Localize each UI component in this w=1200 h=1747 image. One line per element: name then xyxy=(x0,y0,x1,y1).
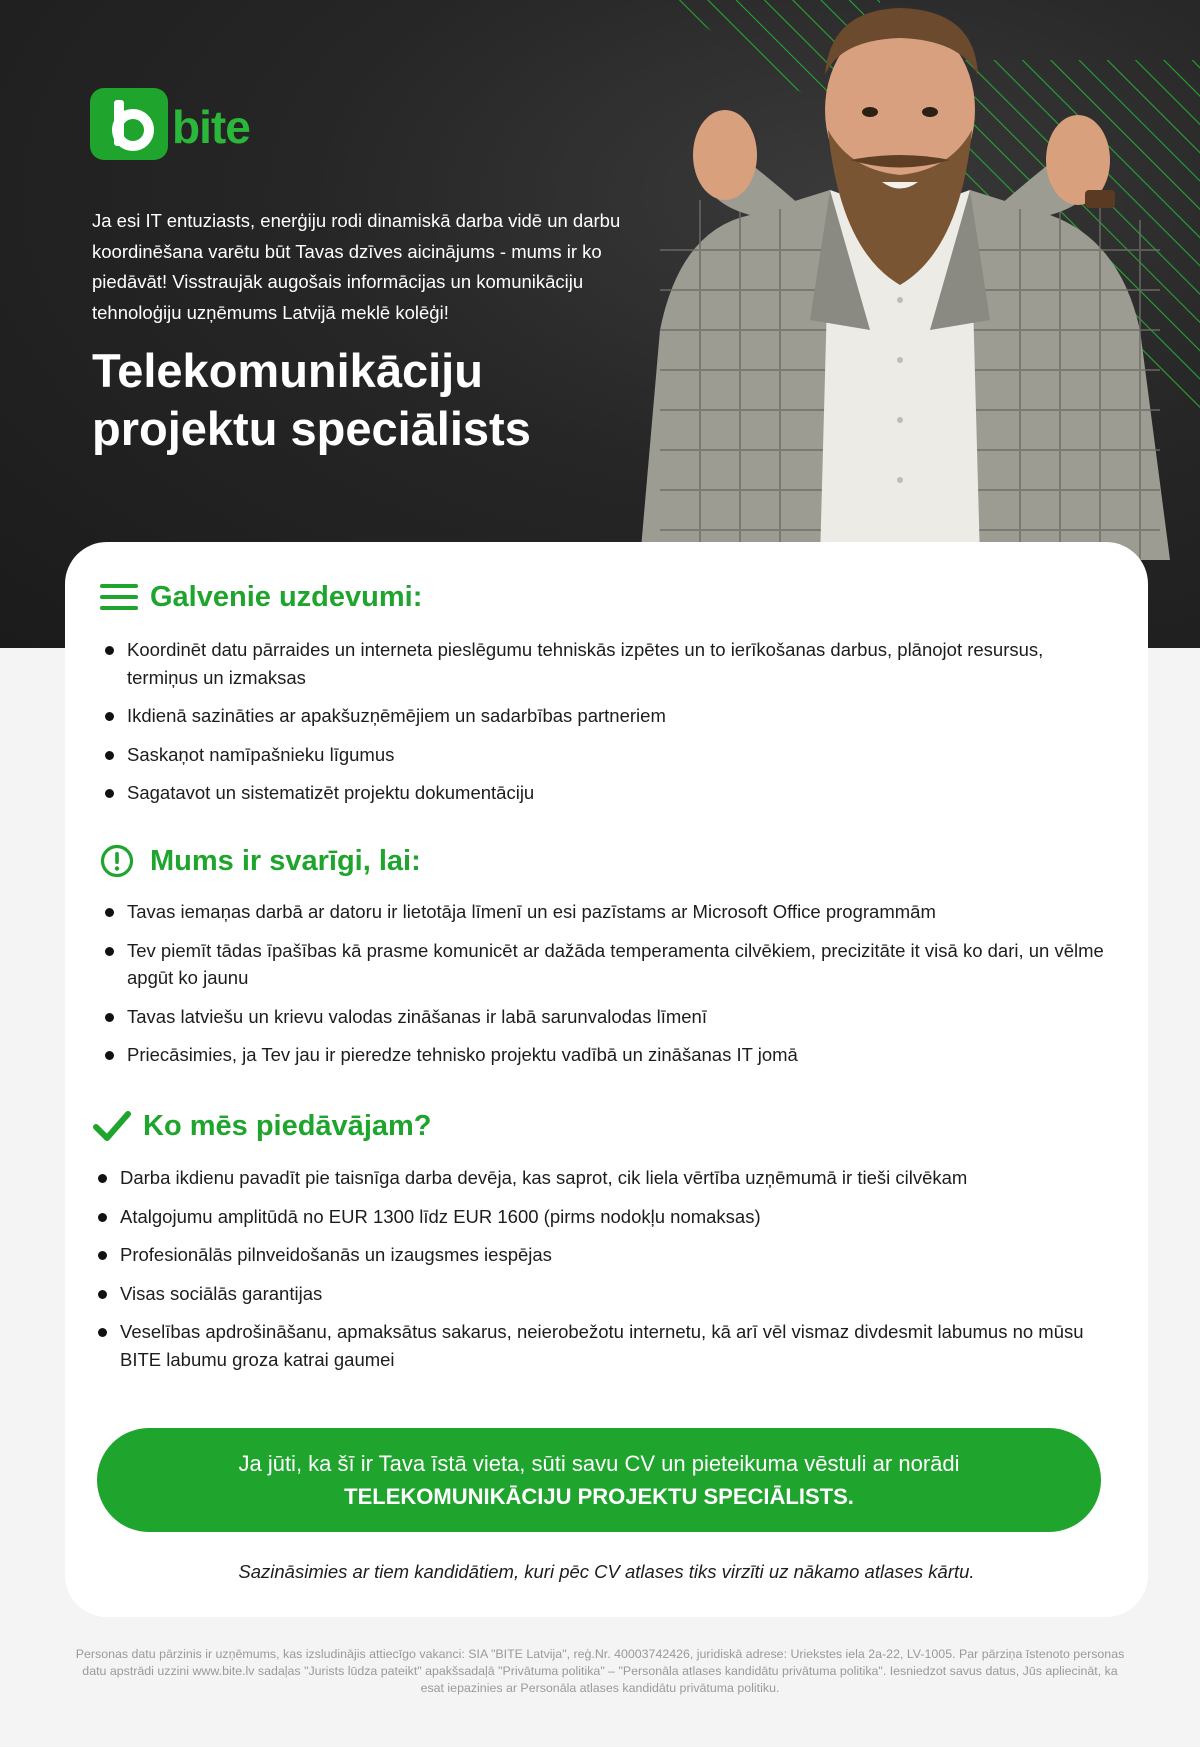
requirements-list xyxy=(105,898,1105,1080)
tasks-list xyxy=(105,636,1105,818)
tasks-section-header xyxy=(100,580,422,614)
list-item: Tev piemīt tādas īpašības kā prasme komunicēt ar dažāda temperamenta cilvēkiem, precizitāte it visā ko dari, un vēlme apgūt ko jaunu xyxy=(105,937,1105,992)
privacy-footer: Personas datu pārzinis ir uzņēmums, kas izsludinājis attiecīgo vakanci: SIA "BITE Latvija", reģ.Nr. 40003742426, juridiskā adrese: Uriekstes iela 2a-22, LV-1005. Par pārziņa īstenoto personas datu apstrādi uzzini www.bite.lv sadaļas "Jurists lūdza pateikt" apakšsadaļā "Privātuma politika" – "Personāla atlases kandidātu privātuma politika". Iesniedzot savus datus, Jūs apliecināt, ka esat iepazinies ar Personāla atlases kandidātu privātuma politiku. xyxy=(75,1647,1125,1695)
list-item: Darba ikdienu pavadīt pie taisnīga darba devēja, kas saprot, cik liela vērtība uzņēmumā ir tieši cilvēkam xyxy=(98,1164,1098,1192)
list-item: Ikdienā sazināties ar apakšuzņēmējiem un sadarbības partneriem xyxy=(105,702,1105,730)
list-item: Koordinēt datu pārraides un interneta pieslēgumu tehniskās izpētes un to ierīkošanas darbus, plānojot resursus, termiņus un izmaksas xyxy=(105,636,1105,691)
list-item: Atalgojumu amplitūdā no EUR 1300 līdz EUR 1600 (pirms nodokļu nomaksas) xyxy=(98,1203,1098,1231)
menu-lines-icon xyxy=(100,580,142,614)
cta-text: Ja jūti, ka šī ir Tava īstā vieta, sūti savu CV un pieteikuma vēstuli ar norādi xyxy=(238,1451,960,1476)
list-item: Sagatavot un sistematizēt projektu dokumentāciju xyxy=(105,779,1105,807)
job-title-line1: Telekomunikāciju xyxy=(92,344,483,397)
cta-position-reference: TELEKOMUNIKĀCIJU PROJEKTU SPECIĀLISTS. xyxy=(344,1484,854,1509)
vacancy-card xyxy=(65,542,1148,1617)
selection-note: Sazināsimies ar tiem kandidātiem, kuri pēc CV atlases tiks virzīti uz nākamo atlases kārtu. xyxy=(238,1561,975,1582)
bite-logo-wordmark: bite xyxy=(172,101,250,153)
list-item: Tavas iemaņas darbā ar datoru ir lietotāja līmenī un esi pazīstams ar Microsoft Office programmām xyxy=(105,898,1105,926)
job-title-line2: projektu speciālists xyxy=(92,402,531,455)
job-title xyxy=(92,342,692,458)
bite-logo xyxy=(90,88,250,160)
offer-heading: Ko mēs piedāvājam? xyxy=(143,1109,432,1142)
requirements-heading: Mums ir svarīgi, lai: xyxy=(150,844,421,877)
list-item: Priecāsimies, ja Tev jau ir pieredze tehnisko projektu vadībā un zināšanas IT jomā xyxy=(105,1041,1105,1069)
list-item: Saskaņot namīpašnieku līgumus xyxy=(105,741,1105,769)
checkmark-icon xyxy=(93,1109,135,1143)
list-item: Profesionālās pilnveidošanās un izaugsmes iespējas xyxy=(98,1241,1098,1269)
list-item: Tavas latviešu un krievu valodas zināšanas ir labā sarunvalodas līmenī xyxy=(105,1003,1105,1031)
portrait-image xyxy=(600,0,1200,560)
list-item: Visas sociālās garantijas xyxy=(98,1280,1098,1308)
hero-intro-text: Ja esi IT entuziasts, enerģiju rodi dinamiskā darba vidē un darbu koordinēšana varētu būt Tavas dzīves aicinājums - mums ir ko piedāvāt! Visstraujāk augošais informācijas un komunikāciju tehnoloģiju uzņēmums Latvijā meklē kolēģi! xyxy=(92,210,621,323)
bite-logo-mark xyxy=(90,88,168,160)
requirements-section-header xyxy=(100,844,421,878)
offer-list xyxy=(98,1164,1098,1384)
tasks-heading: Galvenie uzdevumi: xyxy=(150,580,423,613)
apply-call-to-action xyxy=(97,1428,1101,1532)
offer-section-header xyxy=(93,1109,432,1143)
list-item: Veselības apdrošināšanu, apmaksātus sakarus, neierobežotu internetu, kā arī vēl vismaz divdesmit labumus no mūsu BITE labumu groza katrai gaumei xyxy=(98,1318,1098,1373)
exclamation-circle-icon xyxy=(100,844,142,878)
